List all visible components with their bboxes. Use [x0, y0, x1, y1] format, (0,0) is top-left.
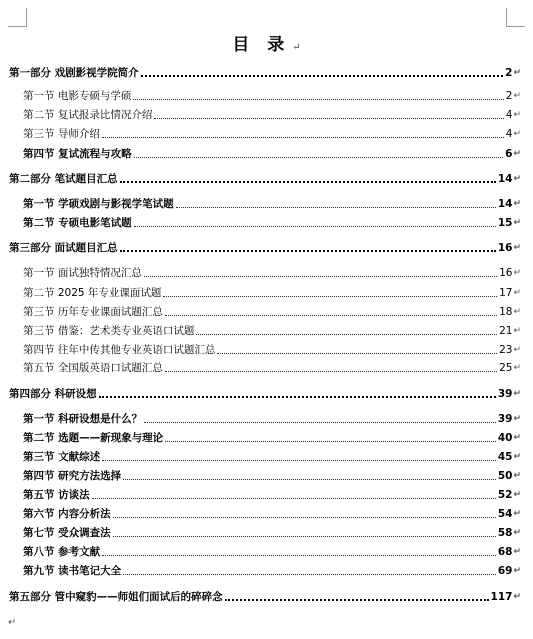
toc-entry-label: 第六节 内容分析法: [23, 508, 111, 520]
toc-dot-leader: [133, 98, 503, 100]
paragraph-mark-icon: ↵: [513, 389, 521, 399]
paragraph-mark-icon: ↵: [513, 433, 521, 443]
paragraph-mark-icon: ↵: [513, 345, 521, 355]
toc-entry-label: 第一节 科研设想是什么？: [23, 413, 143, 425]
toc-section-entry[interactable]: [23, 486, 521, 502]
toc-entry-page-number: 2: [505, 67, 513, 79]
toc-entry-label: 第二节 专硕电影笔试题: [23, 217, 132, 229]
toc-entry-page-number: 69: [497, 565, 513, 577]
toc-entry-page-number: 68: [497, 546, 513, 558]
toc-section-entry[interactable]: [23, 467, 521, 483]
paragraph-mark-icon: ↵: [513, 268, 521, 278]
toc-dot-leader: [165, 370, 497, 372]
toc-entry-label: 第五节 全国版英语口试题汇总: [23, 362, 163, 374]
toc-entry-page-number: 16: [499, 267, 513, 279]
paragraph-mark-icon: ↵: [513, 68, 521, 78]
toc-entry-page-number: 15: [497, 217, 513, 229]
paragraph-mark-icon: ↵: [513, 592, 521, 602]
toc-section-entry[interactable]: [23, 125, 521, 141]
toc-dot-leader: [102, 459, 496, 461]
toc-entry-label: 第九节 读书笔记大全: [23, 565, 122, 577]
toc-part-entry[interactable]: [9, 385, 521, 401]
toc-entry-label: 第五部分 管中窥豹——师姐们面试后的碎碎念: [9, 591, 223, 603]
paragraph-mark-icon: ↵: [513, 528, 521, 538]
toc-entry-label: 第八节 参考文献: [23, 546, 101, 558]
toc-entry-page-number: 39: [497, 413, 513, 425]
page-corner-mark-top-right: [506, 8, 525, 27]
toc-entry-label: 第四节 复试流程与攻略: [23, 148, 132, 160]
toc-entry-page-number: 23: [499, 344, 513, 356]
toc-entry-label: 第四节 研究方法选择: [23, 470, 122, 482]
toc-entry-label: 第三节 历年专业课面试题汇总: [23, 306, 163, 318]
toc-dot-leader: [196, 333, 497, 335]
toc-section-entry[interactable]: [23, 341, 521, 357]
toc-entry-page-number: 50: [497, 470, 513, 482]
paragraph-mark-icon: ↵: [513, 509, 521, 519]
toc-section-entry[interactable]: [23, 448, 521, 464]
toc-part-entry[interactable]: [9, 239, 521, 255]
toc-section-entry[interactable]: [23, 106, 521, 122]
toc-dot-leader: [144, 421, 496, 423]
toc-section-entry[interactable]: [23, 303, 521, 319]
toc-entry-page-number: 6: [505, 148, 513, 160]
toc-section-entry[interactable]: [23, 322, 521, 338]
toc-entry-page-number: 14: [497, 173, 513, 185]
paragraph-mark-icon: ↵: [513, 566, 521, 576]
toc-dot-leader: [92, 497, 496, 499]
paragraph-mark-icon: ↵: [513, 218, 521, 228]
toc-title: [0, 30, 533, 55]
paragraph-mark-icon: ↵: [513, 243, 521, 253]
toc-dot-leader: [113, 516, 496, 518]
toc-dot-leader: [165, 314, 497, 316]
toc-entry-label: 第三节 借鉴：艺术类专业英语口试题: [23, 325, 195, 337]
paragraph-mark-icon: ↵: [513, 326, 521, 336]
toc-entry-label: 第四部分 科研设想: [9, 388, 97, 400]
toc-dot-leader: [134, 225, 496, 227]
toc-dot-leader: [165, 440, 496, 442]
toc-dot-leader: [141, 74, 503, 77]
page-corner-mark-top-left: [8, 8, 27, 27]
toc-entry-page-number: 54: [497, 508, 513, 520]
toc-entry-page-number: 14: [497, 198, 513, 210]
toc-entry-page-number: 25: [499, 362, 513, 374]
toc-dot-leader: [99, 395, 496, 398]
toc-part-entry[interactable]: [9, 170, 521, 186]
paragraph-mark-icon: ↵: [513, 414, 521, 424]
toc-section-entry[interactable]: [23, 410, 521, 426]
paragraph-mark-icon: ↵: [513, 490, 521, 500]
toc-entry-label: 第一节 学硕戏剧与影视学笔试题: [23, 198, 174, 210]
toc-dot-leader: [144, 275, 497, 277]
toc-section-entry[interactable]: [23, 145, 521, 161]
toc-section-entry[interactable]: [23, 264, 521, 280]
toc-dot-leader: [176, 206, 496, 208]
toc-entry-label: 第五节 访谈法: [23, 489, 90, 501]
toc-entry-page-number: 52: [497, 489, 513, 501]
toc-section-entry[interactable]: [23, 359, 521, 375]
toc-section-entry[interactable]: [23, 543, 521, 559]
toc-dot-leader: [163, 295, 497, 297]
toc-entry-label: 第二节 选题——新现象与理论: [23, 432, 164, 444]
toc-section-entry[interactable]: [23, 505, 521, 521]
toc-dot-leader: [154, 117, 503, 119]
toc-entry-page-number: 4: [505, 109, 513, 121]
toc-section-entry[interactable]: [23, 214, 521, 230]
toc-entry-label: 第一节 电影专硕与学硕: [23, 90, 132, 102]
toc-section-entry[interactable]: [23, 524, 521, 540]
paragraph-mark-icon: ↵: [513, 307, 521, 317]
toc-entry-label: 第二部分 笔试题目汇总: [9, 173, 118, 185]
toc-entry-label: 第一节 面试独特情况汇总: [23, 267, 142, 279]
toc-entry-label: 第七节 受众调查法: [23, 527, 111, 539]
toc-entry-page-number: 18: [499, 306, 513, 318]
toc-entry-label: 第二节 2025 年专业课面试题: [23, 287, 162, 299]
toc-entry-page-number: 40: [497, 432, 513, 444]
toc-part-entry[interactable]: [9, 588, 521, 604]
toc-dot-leader: [120, 249, 496, 252]
toc-entry-page-number: 21: [499, 325, 513, 337]
toc-dot-leader: [225, 598, 489, 601]
paragraph-mark-icon: ↵: [292, 42, 301, 53]
toc-entry-label: 第三部分 面试题目汇总: [9, 242, 118, 254]
toc-entry-label: 第四节 往年中传其他专业英语口试题汇总: [23, 344, 216, 356]
paragraph-mark-icon: ↵: [8, 617, 17, 628]
toc-dot-leader: [120, 180, 496, 183]
toc-entry-page-number: 39: [497, 388, 513, 400]
paragraph-mark-icon: ↵: [513, 471, 521, 481]
toc-entry-page-number: 4: [505, 128, 513, 140]
toc-dot-leader: [113, 535, 496, 537]
toc-entry-page-number: 117: [490, 591, 513, 603]
toc-dot-leader: [123, 573, 496, 575]
toc-entry-label: 第三节 文献综述: [23, 451, 101, 463]
paragraph-mark-icon: ↵: [513, 452, 521, 462]
toc-section-entry[interactable]: [23, 429, 521, 445]
paragraph-mark-icon: ↵: [513, 288, 521, 298]
paragraph-mark-icon: ↵: [513, 363, 521, 373]
toc-section-entry[interactable]: [23, 562, 521, 578]
toc-entry-page-number: 17: [499, 287, 513, 299]
toc-entry-page-number: 16: [497, 242, 513, 254]
paragraph-mark-icon: ↵: [513, 174, 521, 184]
toc-dot-leader: [123, 478, 496, 480]
toc-entry-page-number: 58: [497, 527, 513, 539]
toc-entry-label: 第一部分 戏剧影视学院简介: [9, 67, 139, 79]
toc-entry-page-number: 2: [505, 90, 513, 102]
toc-dot-leader: [102, 136, 504, 138]
paragraph-mark-icon: ↵: [513, 110, 521, 120]
toc-dot-leader: [134, 156, 503, 158]
paragraph-mark-icon: ↵: [513, 199, 521, 209]
toc-entry-page-number: 45: [497, 451, 513, 463]
paragraph-mark-icon: ↵: [513, 129, 521, 139]
toc-title-text: 目 录: [232, 35, 291, 55]
toc-section-entry[interactable]: [23, 195, 521, 211]
paragraph-mark-icon: ↵: [513, 91, 521, 101]
toc-section-entry[interactable]: [23, 284, 521, 300]
toc-dot-leader: [102, 554, 496, 556]
toc-part-entry[interactable]: [9, 64, 521, 80]
toc-section-entry[interactable]: [23, 87, 521, 103]
paragraph-mark-icon: ↵: [513, 149, 521, 159]
toc-entry-label: 第三节 导师介绍: [23, 128, 100, 140]
toc-entry-label: 第二节 复试报录比情况介绍: [23, 109, 153, 121]
paragraph-mark-icon: ↵: [513, 547, 521, 557]
toc-dot-leader: [217, 352, 497, 354]
